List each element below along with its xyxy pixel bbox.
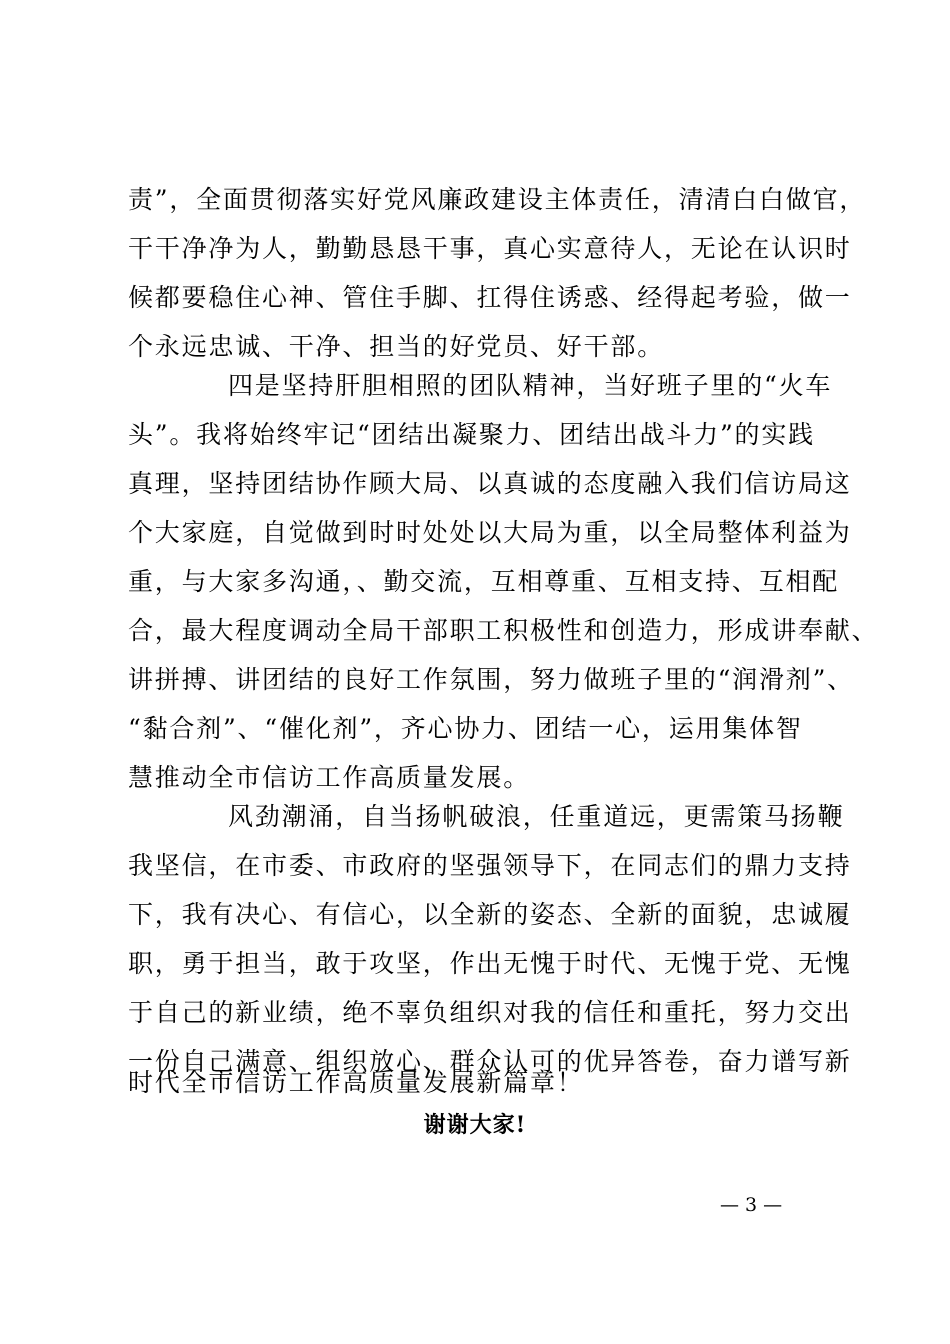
paragraph-2-line-1: 四是坚持肝胆相照的团队精神，当好班子里的“火车 (228, 371, 833, 400)
paragraph-1-line-2: 干干净净为人，勤勤恳恳干事，真心实意待人，无论在认识时 (128, 234, 852, 263)
paragraph-2-line-3: 真理，坚持团结协作顾大局、以真诚的态度融入我们信访局这 (128, 469, 852, 498)
paragraph-3-line-4: 职，勇于担当，敢于攻坚，作出无愧于时代、无愧于党、无愧 (128, 949, 852, 978)
paragraph-3-line-2: 我坚信，在市委、市政府的坚强领导下，在同志们的鼎力支持 (128, 851, 852, 880)
closing-thanks: 谢谢大家! (423, 1112, 527, 1138)
paragraph-2-line-4: 个大家庭，自觉做到时时处处以大局为重，以全局整体利益为 (128, 518, 852, 547)
paragraph-1-line-4: 个永远忠诚、干净、担当的好党员、好干部。 (128, 332, 665, 361)
paragraph-1-line-1: 责”，全面贯彻落实好党风廉政建设主体责任，清清白白做官， (128, 185, 867, 214)
paragraph-2-line-6: 合，最大程度调动全局干部职工积极性和创造力，形成讲奉献、 (128, 616, 879, 645)
page-number: — 3 — (720, 1194, 783, 1216)
paragraph-3-line-3: 下，我有决心、有信心，以全新的姿态、全新的面貌，忠诚履 (128, 900, 852, 929)
paragraph-2-line-9: 慧推动全市信访工作高质量发展。 (128, 763, 531, 792)
paragraph-2-line-8: “黏合剂”、“催化剂”，齐心协力、团结一心，运用集体智 (128, 714, 803, 743)
paragraph-2-line-2: 头”。我将始终牢记“团结出凝聚力、团结出战斗力”的实践 (128, 420, 815, 449)
paragraph-3-line-1: 风劲潮涌，自当扬帆破浪，任重道远，更需策马扬鞭 (228, 802, 845, 831)
paragraph-1-line-3: 候都要稳住心神、管住手脚、扛得住诱惑、经得起考验，做一 (128, 283, 852, 312)
paragraph-3-line-5: 于自己的新业绩，绝不辜负组织对我的信任和重托，努力交出 (128, 998, 852, 1027)
paragraph-3-line-7: 时代全市信访工作高质量发展新篇章！ (128, 1068, 584, 1097)
paragraph-3-line-6: 一份自己满意、组织放心、群众认可的优异答卷，奋力谱写新 (128, 1047, 852, 1076)
paragraph-2-line-7: 讲拼搏、讲团结的良好工作氛围，努力做班子里的“润滑剂”、 (128, 665, 854, 694)
paragraph-2-line-5: 重，与大家多沟通，、勤交流，互相尊重、互相支持、互相配 (128, 567, 840, 596)
